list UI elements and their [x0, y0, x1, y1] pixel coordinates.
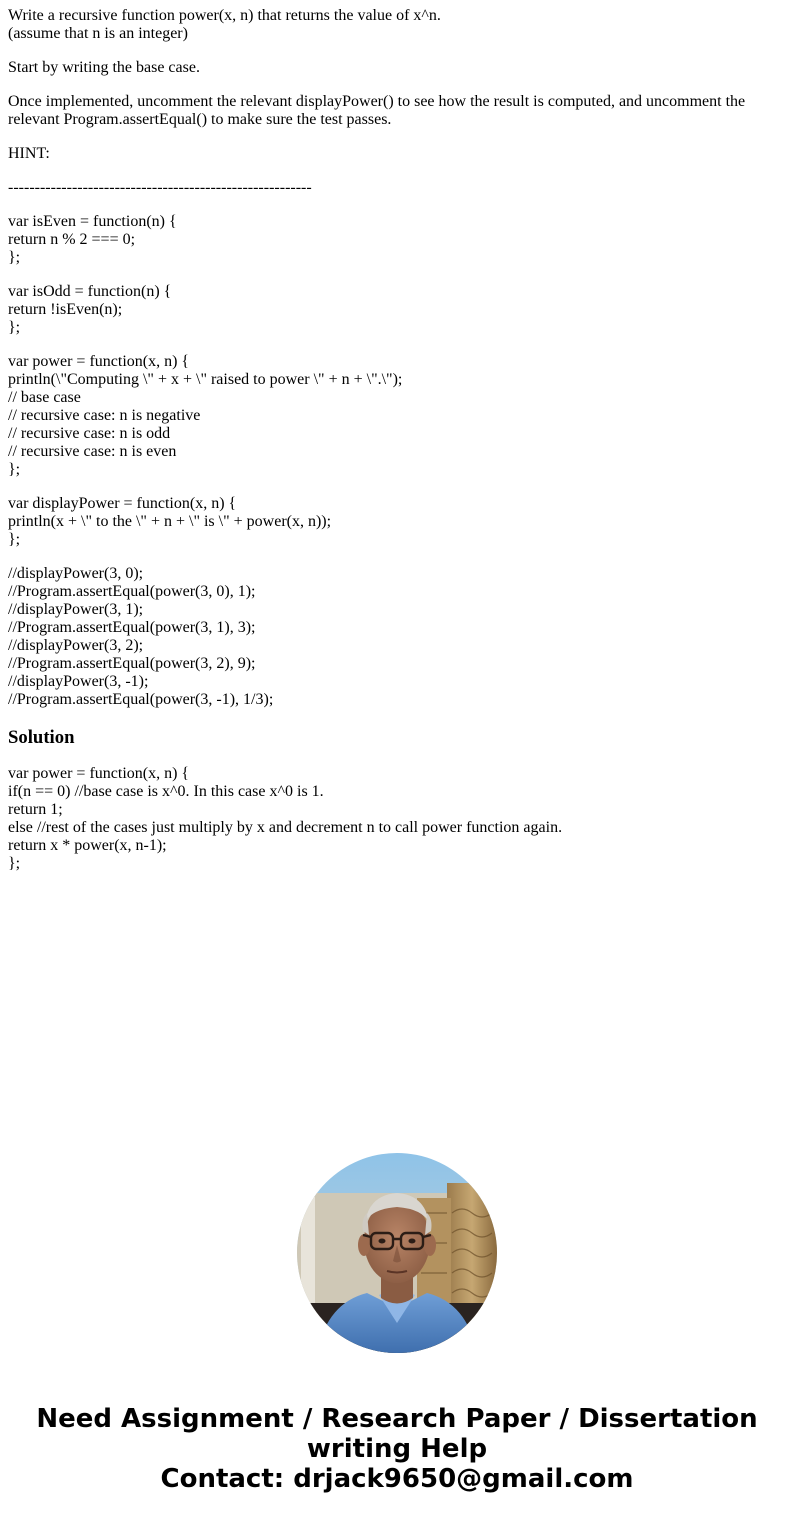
- author-portrait-image: [297, 1153, 497, 1353]
- intro-line-1: Write a recursive function power(x, n) that returns the value of x^n.: [8, 7, 441, 24]
- code-line: // base case: [8, 389, 81, 406]
- solution-line: var power = function(x, n) {: [8, 765, 190, 782]
- code-line: println(x + \" to the \" + n + \" is \" + power(x, n));: [8, 513, 332, 530]
- solution-heading: Solution: [8, 727, 75, 748]
- uncomment-instruction: Once implemented, uncomment the relevant displayPower() to see how the result is computed, and uncomment the relevant Program.assertEqual() to make sure the test passes.: [8, 93, 746, 128]
- spacer: [8, 43, 786, 59]
- code-line: // recursive case: n is negative: [8, 407, 201, 424]
- code-is-even: [8, 213, 786, 267]
- promo-line-1: Need Assignment / Research Paper / Dissertation: [36, 1404, 758, 1434]
- question-content: [8, 7, 786, 873]
- code-line: return n % 2 === 0;: [8, 231, 136, 248]
- code-line: // recursive case: n is odd: [8, 425, 171, 442]
- promo-line-2: writing Help: [306, 1434, 488, 1464]
- code-line: var isOdd = function(n) {: [8, 283, 172, 300]
- solution-line: return x * power(x, n-1);: [8, 837, 167, 854]
- spacer: [8, 129, 786, 145]
- spacer: [8, 197, 786, 213]
- code-is-odd: [8, 283, 786, 337]
- intro-line-2: (assume that n is an integer): [8, 25, 188, 42]
- code-line: var isEven = function(n) {: [8, 213, 177, 230]
- spacer: [8, 549, 786, 565]
- code-tests: [8, 565, 786, 709]
- author-avatar: [297, 1153, 497, 1353]
- code-line: //displayPower(3, 2);: [8, 637, 144, 654]
- promo-banner: [0, 1404, 794, 1494]
- spacer: [8, 267, 786, 283]
- spacer: [8, 163, 786, 179]
- code-line: //Program.assertEqual(power(3, 2), 9);: [8, 655, 256, 672]
- spacer: [8, 479, 786, 495]
- promo-contact: Contact: drjack9650@gmail.com: [160, 1464, 634, 1494]
- base-case-instruction: Start by writing the base case.: [8, 59, 200, 76]
- code-display-power: [8, 495, 786, 549]
- spacer: [8, 77, 786, 93]
- code-line: };: [8, 531, 21, 548]
- code-line: return !isEven(n);: [8, 301, 123, 318]
- code-line: };: [8, 249, 21, 266]
- code-line: //displayPower(3, 1);: [8, 601, 144, 618]
- code-line: println(\"Computing \" + x + \" raised to power \" + n + \".\");: [8, 371, 403, 388]
- solution-line: return 1;: [8, 801, 63, 818]
- code-line: //Program.assertEqual(power(3, 1), 3);: [8, 619, 256, 636]
- spacer: [8, 337, 786, 353]
- solution-code: [8, 765, 786, 873]
- code-line: };: [8, 461, 21, 478]
- code-line: //displayPower(3, 0);: [8, 565, 144, 582]
- code-power: [8, 353, 786, 479]
- code-line: var displayPower = function(x, n) {: [8, 495, 237, 512]
- code-line: var power = function(x, n) {: [8, 353, 190, 370]
- solution-line: else //rest of the cases just multiply by x and decrement n to call power function again.: [8, 819, 563, 836]
- code-line: //Program.assertEqual(power(3, 0), 1);: [8, 583, 256, 600]
- code-line: // recursive case: n is even: [8, 443, 177, 460]
- solution-line: if(n == 0) //base case is x^0. In this case x^0 is 1.: [8, 783, 324, 800]
- code-line: };: [8, 319, 21, 336]
- solution-line: };: [8, 855, 21, 872]
- code-line: //Program.assertEqual(power(3, -1), 1/3);: [8, 691, 274, 708]
- hint-label: HINT:: [8, 145, 50, 162]
- code-line: //displayPower(3, -1);: [8, 673, 149, 690]
- divider-line: ---------------------------------------------------------: [8, 179, 312, 196]
